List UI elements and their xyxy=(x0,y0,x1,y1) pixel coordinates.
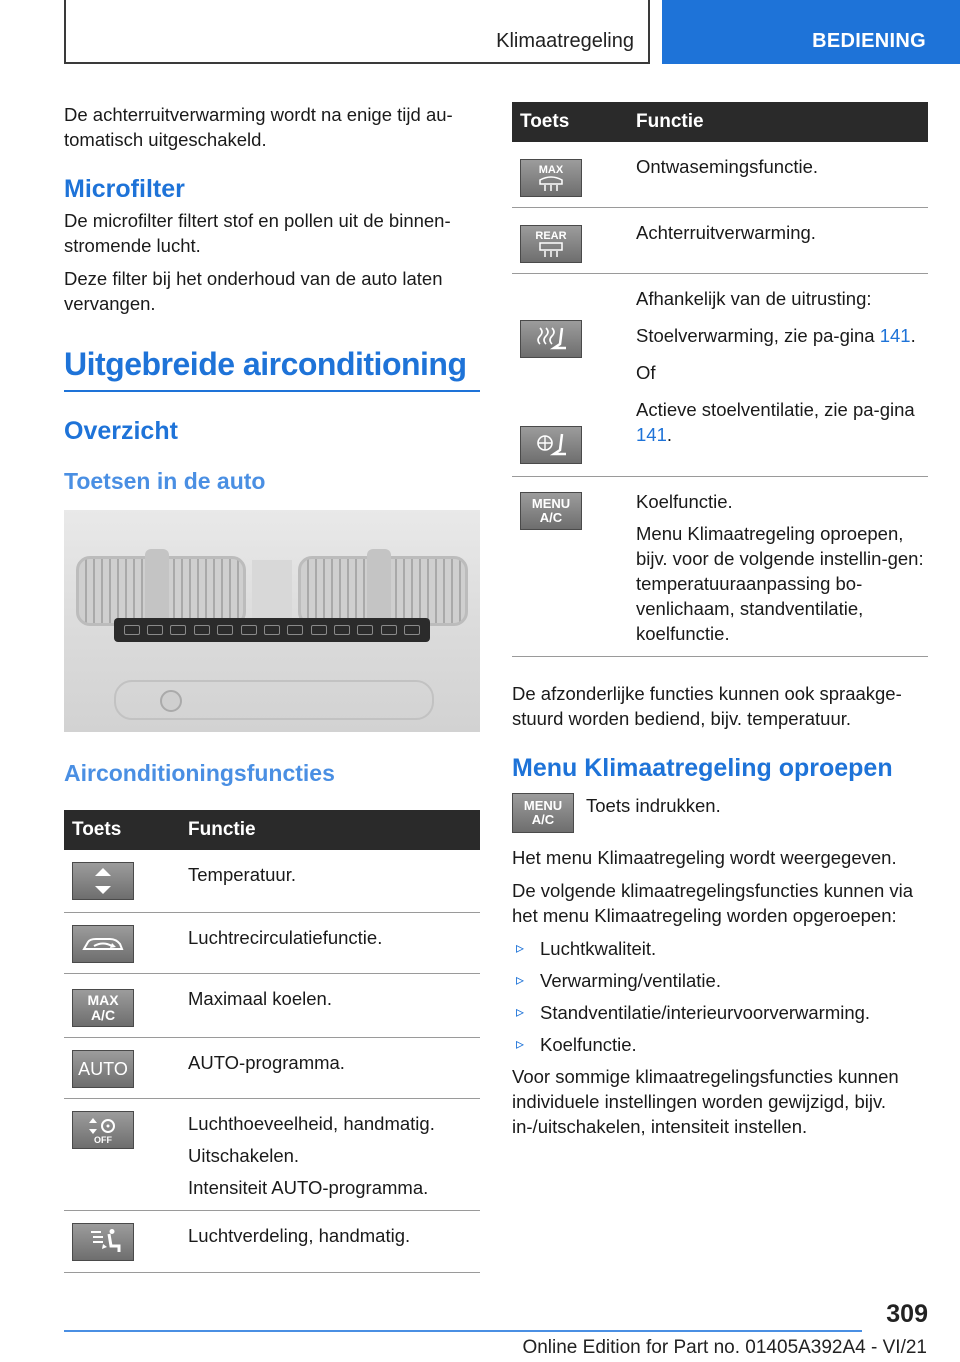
list-item: ▹ Verwarming/ventilatie. xyxy=(512,968,928,993)
function-text: Luchtrecirculatiefunctie. xyxy=(188,927,383,948)
menu-key-instruction xyxy=(512,793,928,833)
ac-functions-table-continued xyxy=(512,102,928,657)
table-header-row xyxy=(512,102,928,142)
seat-ventilation-icon xyxy=(520,426,582,464)
list-item: ▹ Koelfunctie. xyxy=(512,1032,928,1057)
menu-climate-heading: Menu Klimaatregeling oproepen xyxy=(512,754,893,782)
max-defrost-icon: MAX xyxy=(520,159,582,197)
function-text: Luchtverdeling, handmatig. xyxy=(188,1225,411,1246)
header-chapter-title: BEDIENING xyxy=(812,30,926,52)
menu-functions-list xyxy=(512,936,928,1057)
table-row xyxy=(64,1099,480,1211)
volume-knob xyxy=(160,690,182,712)
microfilter-heading: Microfilter xyxy=(64,175,185,203)
function-text: Menu Klimaatregeling oproepen, bijv. voor de volgende instellin‐gen: temperatuuraanpassing bo‐venlichaam, standventilatie, koelfunctie. xyxy=(636,523,924,644)
page-number: 309 xyxy=(886,1300,928,1328)
table-row xyxy=(64,1211,480,1273)
keys-in-car-heading: Toetsen in de auto xyxy=(64,468,266,494)
table-header-row xyxy=(64,810,480,850)
col-function-header: Functie xyxy=(636,102,928,142)
rear-defrost-icon: REAR xyxy=(520,225,582,263)
col-key-header: Toets xyxy=(512,102,636,142)
climate-panel-photo xyxy=(64,510,480,732)
table-row xyxy=(64,850,480,913)
menu-shown-paragraph: Het menu Klimaatregeling wordt weergegeven. xyxy=(512,847,897,868)
function-text: Koelfunctie. xyxy=(636,491,733,512)
function-text: Ontwasemingsfunctie. xyxy=(636,156,819,177)
microfilter-paragraph-1: De microfilter filtert stof en pollen uit de binnen‐stromende lucht. xyxy=(64,210,451,256)
page-link-141[interactable]: 141 xyxy=(879,325,911,346)
overview-heading: Overzicht xyxy=(64,417,178,445)
auto-key: AUTO xyxy=(72,1050,134,1088)
right-column xyxy=(512,102,928,1147)
fan-off-icon: OFF xyxy=(72,1111,134,1149)
function-text: AUTO-programma. xyxy=(188,1052,345,1073)
function-text: Afhankelijk van de uitrusting: xyxy=(636,288,872,309)
recirculation-icon xyxy=(72,925,134,963)
climate-key-strip xyxy=(114,618,430,642)
menu-ac-key: MENU A/C xyxy=(520,492,582,530)
table-row xyxy=(512,142,928,208)
center-screen-area xyxy=(252,560,292,624)
settings-paragraph: Voor sommige klimaatregelingsfuncties kunnen individuele instellingen worden gewijzigd, bijv. in-/uitschakelen, intensiteit instellen. xyxy=(512,1066,899,1137)
function-text: Stoelverwarming, zie pa‐gina 141. xyxy=(636,325,916,346)
page-link-141[interactable]: 141 xyxy=(636,424,667,445)
press-key-text: Toets indrukken. xyxy=(586,795,721,816)
header-chapter-tab xyxy=(662,0,960,64)
air-distribution-icon xyxy=(72,1223,134,1261)
table-row xyxy=(64,1038,480,1099)
max-ac-key: MAX A/C xyxy=(72,989,134,1027)
function-text: Actieve stoelventilatie, zie pa‐gina 141. xyxy=(636,399,915,445)
function-text: Luchthoeveelheid, handmatig. xyxy=(188,1113,435,1134)
function-text: Temperatuur. xyxy=(188,864,296,885)
menu-functions-paragraph: De volgende klimaatregelingsfuncties kunnen via het menu Klimaatregeling worden opgeroepen: xyxy=(512,880,914,926)
function-text: Intensiteit AUTO-programma. xyxy=(188,1177,429,1198)
table-row xyxy=(512,208,928,274)
chapter-heading: Uitgebreide airconditioning xyxy=(64,344,480,392)
footer-edition: Online Edition for Part no. 01405A392A4 - VI/21 xyxy=(522,1337,927,1358)
table-row xyxy=(64,913,480,974)
col-key-header: Toets xyxy=(64,810,188,850)
table-row xyxy=(64,974,480,1038)
voice-control-paragraph: De afzonderlijke functies kunnen ook spraakge‐stuurd worden bediend, bijv. temperatuur. xyxy=(512,683,902,729)
function-text: Achterruitverwarming. xyxy=(636,222,816,243)
function-text: Maximaal koelen. xyxy=(188,988,332,1009)
table-row xyxy=(512,274,928,477)
menu-ac-key: MENU A/C xyxy=(512,793,574,833)
ac-functions-heading: Airconditioningsfuncties xyxy=(64,760,335,786)
col-function-header: Functie xyxy=(188,810,480,850)
function-text: Uitschakelen. xyxy=(188,1145,300,1166)
right-air-vent xyxy=(298,556,468,626)
list-item: ▹ Luchtkwaliteit. xyxy=(512,936,928,961)
seat-heating-icon xyxy=(520,320,582,358)
left-column xyxy=(64,102,480,1273)
table-row xyxy=(512,477,928,657)
header-section-title: Klimaatregeling xyxy=(496,30,634,52)
header-section-box xyxy=(64,0,650,64)
intro-paragraph: De achterruitverwarming wordt na enige tijd au‐tomatisch uitgeschakeld. xyxy=(64,104,453,150)
microfilter-paragraph-2: Deze filter bij het onderhoud van de auto laten vervangen. xyxy=(64,268,443,314)
left-air-vent xyxy=(76,556,246,626)
list-item: ▹ Standventilatie/interieurvoorverwarming. xyxy=(512,1000,928,1025)
temperature-arrows-icon xyxy=(72,862,134,900)
function-text: Of xyxy=(636,362,656,383)
ac-functions-table xyxy=(64,810,480,1273)
footer-rule xyxy=(64,1330,862,1332)
